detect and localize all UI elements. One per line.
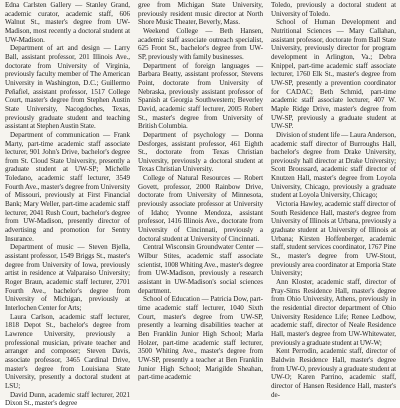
text-column-2	[138, 1, 263, 400]
paragraph: College of Natural Resources — Robert Govett, professor, 2000 Rainbow Drive, doctorate from University of Minnesota, previously associate professor at University of Idaho; Yvonne Mendoza, assistant professor, 1416 Illinois Ave., doctorate from University of Cincinnati, previously a doctoral student at University of Cincinnati.	[138, 174, 263, 243]
paragraph: Toledo, previously a doctoral student at University of Toledo.	[271, 1, 396, 18]
paragraph: Department of communication — Frank Marty, part-time academic staff associate lecturer, 901 John's Drive, bachelor's degree from St. Cloud State University, presently a graduate student at UW-SP; Michelle Toledano, academic staff lecturer, 3549 Fourth Ave., master's degree from University of Missouri, previously at First Financial Bank; Mary Weller, part-time academic staff lecturer, 2041 Rush Court, bachelor's degree from UW-Madison, presently director of advertising and promotion for Sentry Insurance.	[5, 130, 130, 243]
paragraph: Department of art and design — Larry Ball, assistant professor, 201 Illinois Ave., doctorate from University of Virginia, previously faculty member of The American University in Washington, D.C.; Guillermo Peñafiel, assistant professor, 1517 College Court, master's degree from Stephen Austin State University, Nacogdoches, Texas, previously graduate student and teaching assistant at Stephen Austin State.	[5, 44, 130, 131]
paragraph: Edna Carlsten Gallery — Stanley Grand, academic curator, academic staff, 606 Walnut St., master's degree from UW-Madison, most recently a doctoral student at UW-Madison.	[5, 1, 130, 44]
paragraph: Victoria Hawley, academic staff director of South Residence Hall, master's degree from University of Illinois at Urbana, previously a graduate student at University of Illinois at Urbana; Kirsten Hoffenberger, academic staff, student services coordinator, 1767 Pine St., master's degree from UW-Stout, previously area coordinator at Emporia State University;	[271, 200, 396, 278]
paragraph: Department of foreign languages — Barbara Beatty, assistant professor, Stevens Point, doctorate from University of Nebraska, previously assistant professor of Spanish at Georgia Southwestern; Beverley David, academic staff lecturer, 2005 Robert St., master's degree from University of British Columbia.	[138, 61, 263, 131]
paragraph: School of Education — Patricia Dow, part-time academic staff lecturer, 1040 Sixth Court, master's degree from UW-SP, presently a learning disabilities teacher at Ben Franklin Junior High School; Marla Holzer, part-time academic staff lecturer, 3500 Whiting Ave., master's degree from UW-SP, presently a teacher at Ben Franklin Junior High School; Marigilde Sheahan, part-time academic	[138, 295, 263, 382]
paragraph: Ann Kloster, academic staff, director of Pray-Sims Residence Hall, master's degree from Ohio University, Athens, previously in the residential director department of Ohio University Residence Life; Renee Ledbow, academic staff, director of Neale Residence Hall, master's degree from UW-Whitewater, previously a graduate student at UW-W;	[271, 278, 396, 347]
paragraph: Laura Carlson, academic staff lecturer, 1818 Depot St., bachelor's degree from Lawrence University, previously a professional musician, private teacher and arranger and composer; Steven Davis, associate professor, 3465 Cardinal Drive, master's degree from Louisiana State University, presently a doctoral student at LSU;	[5, 312, 130, 390]
paragraph: School of Human Development and Nutritional Sciences — Mary Callahan, assistant professor, doctorate from Ball State University, previously director for program development in Arlington, Va.; Debra Knippel, part-time academic staff associate lecturer, 1760 Elk St., master's degree from UW-SP, presently a prevention coordinator for CADAC; Beth Schmid, part-time academic staff associate lecturer, 407 W. Maple Ridge Drive, master's degree from UW-SP, previously a graduate student at UW-SP.	[271, 18, 396, 131]
paragraph: Division of student life — Laura Anderson, academic staff director of Burroughs Hall, bachelor's degree from Drake University, previously hall director at Drake University; Scott Broussard, academic staff director of Knutzen Hall, master's degree from Loyola University, Chicago, previously a graduate student at Loyola University, Chicago;	[271, 130, 396, 200]
paragraph: Department of psychology — Donna Desforges, assistant professor, 461 Eighth St., doctorate from Texas Christian University, previously a doctoral student at Texas Christian University.	[138, 130, 263, 174]
paragraph: gree from Michigan State University, previously resident music director at North Shore Music Theater, Beverly, Mass.	[138, 1, 263, 27]
paragraph: Central Wisconsin Groundwater Center — Wilbur Stites, academic staff associate scientist, 1008 Whiting Ave., master's degree from UW-Madison, previously a research assistant in UW-Madison's social sciences department.	[138, 243, 263, 295]
paragraph: Kent Perrodin, academic staff, director of Baldwin Residence Hall, master's degree from UW-O, previously a graduate student at UW-O; Karen Parrino, academic staff, director of Hansen Residence Hall, master's de-	[271, 347, 396, 399]
paragraph: Department of music — Steven Bjella, assistant professor, 1549 Briggs St., master's degree from University of Iowa, previously artist in residence at Valparaiso University; Roger Braun, academic staff lecturer, 2701 Fourth Ave., bachelor's degree from University of Michigan, previously at Interlochen Center for Arts;	[5, 243, 130, 312]
paragraph: Weekend College — Beth Hansen, academic staff associate outreach specialist, 625 Front St., bachelor's degree from UW-SP, previously with family businesses.	[138, 26, 263, 61]
paragraph: David Dunn, academic staff lecturer, 2021 Dixon St., master's degree	[5, 390, 130, 408]
text-column-1	[5, 1, 130, 408]
text-column-3	[271, 1, 396, 400]
